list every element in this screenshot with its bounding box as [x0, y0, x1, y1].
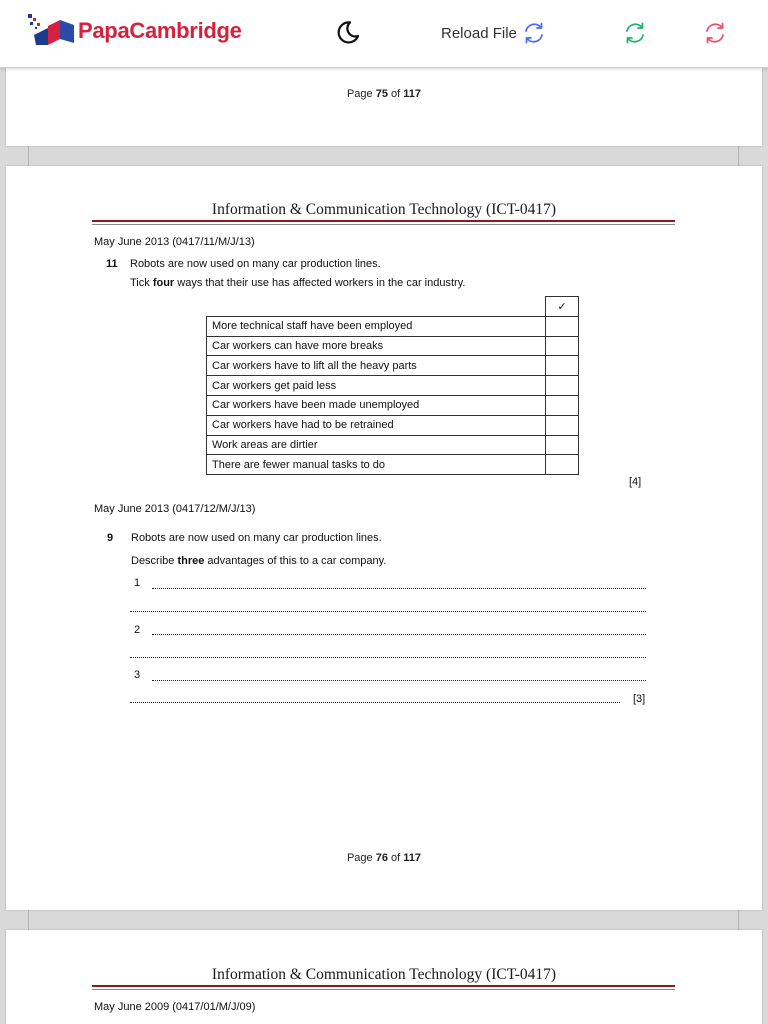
answer-line[interactable]	[130, 656, 646, 658]
tick-box[interactable]	[546, 376, 579, 396]
title-rule-thin	[92, 224, 675, 225]
table-row	[207, 316, 579, 336]
table-row	[207, 455, 579, 475]
table-row	[207, 356, 579, 376]
table-row	[207, 376, 579, 396]
table-cell: Car workers have to lift all the heavy parts	[207, 356, 546, 376]
table-row	[207, 435, 579, 455]
table-row	[207, 336, 579, 356]
exam-reference: May June 2013 (0417/12/M/J/13)	[94, 503, 256, 515]
question-instruction: Describe three advantages of this to a car company.	[131, 555, 387, 567]
sync-icon	[521, 20, 547, 46]
page-gap-marker	[738, 910, 739, 930]
title-rule	[92, 220, 675, 222]
question-instruction: Tick four ways that their use has affected workers in the car industry.	[130, 277, 466, 289]
answer-number: 2	[134, 624, 141, 636]
answer-line[interactable]	[130, 610, 646, 612]
document-title: Information & Communication Technology (ICT-0417)	[211, 201, 557, 218]
answer-line[interactable]	[152, 633, 646, 635]
answer-number: 3	[134, 669, 141, 681]
marks-label: [4]	[629, 476, 642, 488]
marks-label: [3]	[633, 693, 646, 705]
reload-file-button[interactable]	[441, 20, 547, 46]
table-cell: Work areas are dirtier	[207, 435, 546, 455]
pdf-page-76	[6, 166, 762, 910]
table-cell: Car workers have had to be retrained	[207, 415, 546, 435]
table-cell: There are fewer manual tasks to do	[207, 455, 546, 475]
title-rule-thin	[92, 989, 675, 990]
page-number: Page 76 of 117	[346, 852, 422, 864]
tick-box[interactable]	[546, 415, 579, 435]
answer-number: 1	[134, 577, 141, 589]
question-text: Robots are now used on many car production lines.	[130, 258, 381, 270]
sync-green-icon[interactable]	[622, 20, 648, 51]
question-number: 9	[107, 532, 114, 544]
question-text: Robots are now used on many car production lines.	[131, 532, 382, 544]
answer-line[interactable]	[130, 701, 620, 703]
page-gap-marker	[738, 146, 739, 166]
table-cell: Car workers have been made unemployed	[207, 395, 546, 415]
page-number: Page 75 of 117	[346, 88, 422, 100]
moon-icon[interactable]	[333, 18, 361, 46]
sync-red-icon[interactable]	[702, 20, 728, 51]
brand-name: PapaCambridge	[78, 18, 242, 43]
exam-reference: May June 2013 (0417/11/M/J/13)	[94, 236, 255, 248]
reload-file-label: Reload File	[441, 24, 517, 42]
tick-box[interactable]	[546, 336, 579, 356]
brand-logo[interactable]	[26, 13, 242, 49]
tick-table	[206, 296, 579, 475]
logo-mark-icon	[26, 13, 76, 49]
pdf-page-77	[6, 930, 762, 1024]
tick-box[interactable]	[546, 395, 579, 415]
table-row	[207, 415, 579, 435]
answer-line[interactable]	[152, 679, 646, 681]
exam-reference: May June 2009 (0417/01/M/J/09)	[94, 1001, 256, 1013]
table-cell: Car workers get paid less	[207, 376, 546, 396]
pdf-page-75	[6, 68, 762, 146]
answer-line[interactable]	[152, 587, 646, 589]
tick-box[interactable]	[546, 435, 579, 455]
page-gap-marker	[28, 146, 29, 166]
tick-box[interactable]	[546, 316, 579, 336]
question-number: 11	[106, 258, 118, 270]
tick-box[interactable]	[546, 356, 579, 376]
title-rule	[92, 985, 675, 987]
table-cell: More technical staff have been employed	[207, 316, 546, 336]
tick-column-header: ✓	[546, 297, 579, 317]
page-gap-marker	[28, 910, 29, 930]
table-row	[207, 395, 579, 415]
tick-box[interactable]	[546, 455, 579, 475]
table-cell: Car workers can have more breaks	[207, 336, 546, 356]
top-bar	[0, 0, 768, 68]
document-title: Information & Communication Technology (ICT-0417)	[211, 966, 557, 983]
